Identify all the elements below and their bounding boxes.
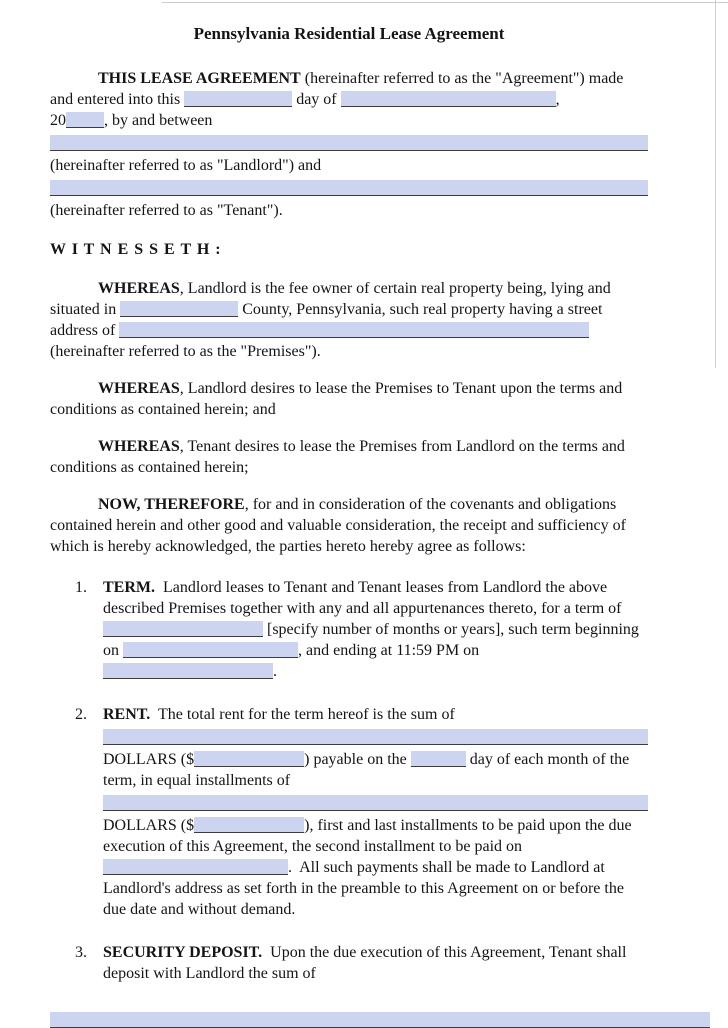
rent-text-3: ) payable on the: [304, 751, 411, 768]
blank-second-installment-date[interactable]: [103, 859, 288, 875]
rent-text-1: The total rent for the term hereof is the sum of: [150, 706, 455, 723]
term-text-2: [specify number of months or years], such term beginning on: [103, 621, 639, 659]
rent-text-5: DOLLARS ($: [103, 817, 195, 834]
now-therefore-text: , for and in consideration of the covenants and obligations contained herein and other good and valuable consideration, the receipt and sufficiency of which is hereby acknowledged, the parties hereto hereby agree as follows:: [50, 496, 626, 555]
item-number-rent: 2.: [75, 706, 87, 723]
term-text-1: Landlord leases to Tenant and Tenant leases from Landlord the above described Premises together with any and all appurtenances thereto, for a term of: [103, 579, 622, 617]
item-number-security: 3.: [75, 944, 87, 961]
intro-landlord-line: (hereinafter referred to as "Landlord") and: [50, 157, 322, 174]
now-therefore-bold: NOW, THEREFORE: [98, 496, 245, 513]
whereas-landlord-paragraph: [50, 378, 648, 420]
blank-term-length[interactable]: [103, 621, 263, 637]
blank-installment-dollars[interactable]: [194, 817, 304, 833]
term-text-4: .: [273, 663, 277, 680]
blank-term-start-date[interactable]: [123, 642, 298, 658]
rent-text-7: . All such payments shall be made to Landlord at Landlord's address as set forth in the preamble to this Agreement on or before the due date and without demand.: [103, 859, 624, 918]
list-item-security-deposit: [50, 942, 648, 984]
blank-tenant-name[interactable]: [50, 180, 648, 196]
rent-text-6: ), first and last installments to be paid upon the due execution of this Agreement, the second installment to be paid on: [103, 817, 632, 855]
intro-year-prefix: 20: [50, 112, 66, 129]
whereas2-text: , Landlord desires to lease the Premises to Tenant upon the terms and conditions as contained herein; and: [50, 380, 623, 418]
now-therefore-paragraph: [50, 494, 648, 557]
intro-text-3: ,: [555, 91, 560, 108]
whereas1-text-2: County, Pennsylvania, such real property having a street address of: [50, 301, 603, 339]
item-label-security: SECURITY DEPOSIT.: [103, 944, 263, 961]
item-label-term: TERM.: [103, 579, 155, 596]
whereas3-text: , Tenant desires to lease the Premises from Landlord on the terms and conditions as contained herein;: [50, 438, 625, 476]
whereas-tenant-paragraph: [50, 436, 648, 478]
item-number-term: 1.: [75, 579, 87, 596]
whereas1-bold: WHEREAS: [98, 280, 180, 297]
list-item-rent: [50, 704, 648, 920]
blank-street-address[interactable]: [119, 322, 589, 338]
blank-total-rent-dollars[interactable]: [194, 751, 304, 767]
blank-month[interactable]: [341, 91, 556, 107]
whereas2-bold: WHEREAS: [98, 380, 180, 397]
page-title: Pennsylvania Residential Lease Agreement: [193, 24, 505, 43]
whereas-owner-paragraph: [50, 278, 648, 362]
blank-county[interactable]: [120, 301, 238, 317]
blank-security-deposit-amount[interactable]: [50, 1012, 710, 1028]
whereas1-text-1: , Landlord is the fee owner of certain real property being, lying and situated in: [50, 280, 611, 318]
whereas3-bold: WHEREAS: [98, 438, 180, 455]
clauses-list: [50, 577, 648, 984]
term-text-3: , and ending at 11:59 PM on: [298, 642, 480, 659]
rent-text-4: day of each month of the term, in equal installments of: [103, 751, 630, 789]
item-label-rent: RENT.: [103, 706, 151, 723]
security-text-1: Upon the due execution of this Agreement, Tenant shall deposit with Landlord the sum of: [103, 944, 627, 982]
intro-tenant-line: (hereinafter referred to as "Tenant").: [50, 202, 283, 219]
intro-text-4: , by and between: [104, 112, 213, 129]
intro-paragraph: [50, 68, 648, 221]
blank-year[interactable]: [66, 112, 104, 128]
intro-text-2: day of: [292, 91, 341, 108]
intro-text-1: (hereinafter referred to as the "Agreement") made and entered into this: [50, 70, 624, 108]
blank-landlord-name[interactable]: [50, 135, 648, 151]
whereas1-text-3: (hereinafter referred to as the "Premises").: [50, 343, 321, 360]
blank-term-end-date[interactable]: [103, 663, 273, 679]
blank-installment-amount[interactable]: [103, 795, 648, 811]
list-item-term: [50, 577, 648, 682]
witnesseth-heading: W I T N E S S E T H :: [50, 241, 222, 258]
blank-day-number[interactable]: [184, 91, 292, 107]
blank-total-rent-amount[interactable]: [103, 729, 648, 745]
rent-text-2: DOLLARS ($: [103, 751, 195, 768]
intro-lead-bold: THIS LEASE AGREEMENT: [98, 70, 301, 87]
blank-rent-due-day[interactable]: [411, 751, 466, 767]
